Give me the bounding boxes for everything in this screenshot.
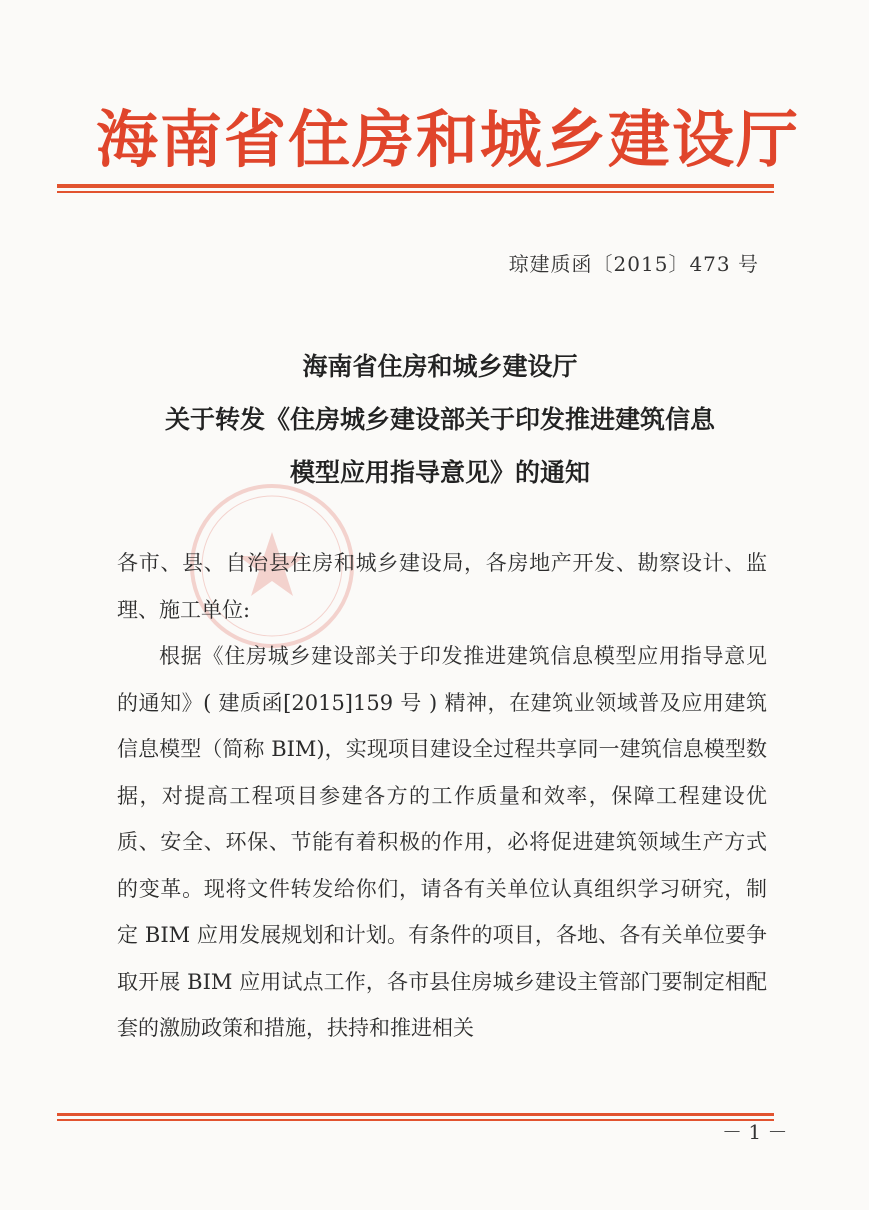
title-line-2: 关于转发《住房城乡建设部关于印发推进建筑信息 <box>164 405 715 434</box>
page-number: － 1 － <box>722 1120 788 1144</box>
document-body <box>117 540 767 1052</box>
title-line-3: 模型应用指导意见》的通知 <box>289 458 590 487</box>
document-number: 琼建质函〔2015〕473 号 <box>508 252 759 276</box>
salutation: 各市、县、自治县住房和城乡建设局，各房地产开发、勘察设计、监理、施工单位: <box>117 551 767 622</box>
masthead-title: 海南省住房和城乡建设厅 <box>96 103 801 176</box>
footer-red-rule-thin <box>57 1119 774 1121</box>
header-red-rule-thick <box>57 184 774 188</box>
title-line-1: 海南省住房和城乡建设厅 <box>302 352 578 381</box>
body-paragraph-1: 根据《住房城乡建设部关于印发推进建筑信息模型应用指导意见的通知》( 建质函[2015]159 号 ) 精神，在建筑业领域普及应用建筑信息模型（简称 BIM)，实现项目建设全过程共享同一建筑信息模型数据，对提高工程项目参建各方的工作质量和效率，保障工程建设优质、安全、环保、节能有着积极的作用，必将促进建筑领域生产方式的变革。现将文件转发给你们，请各有关单位认真组织学习研究，制定 BIM 应用发展规划和计划。有条件的项目，各地、各有关单位要争取开展 BIM 应用试点工作，各市县住房城乡建设主管部门要制定相配套的激励政策和措施，扶持和推进相关 <box>117 644 767 1040</box>
document-title <box>100 340 780 499</box>
footer-red-rule-thick <box>57 1113 774 1116</box>
header-red-rule-thin <box>57 191 774 193</box>
